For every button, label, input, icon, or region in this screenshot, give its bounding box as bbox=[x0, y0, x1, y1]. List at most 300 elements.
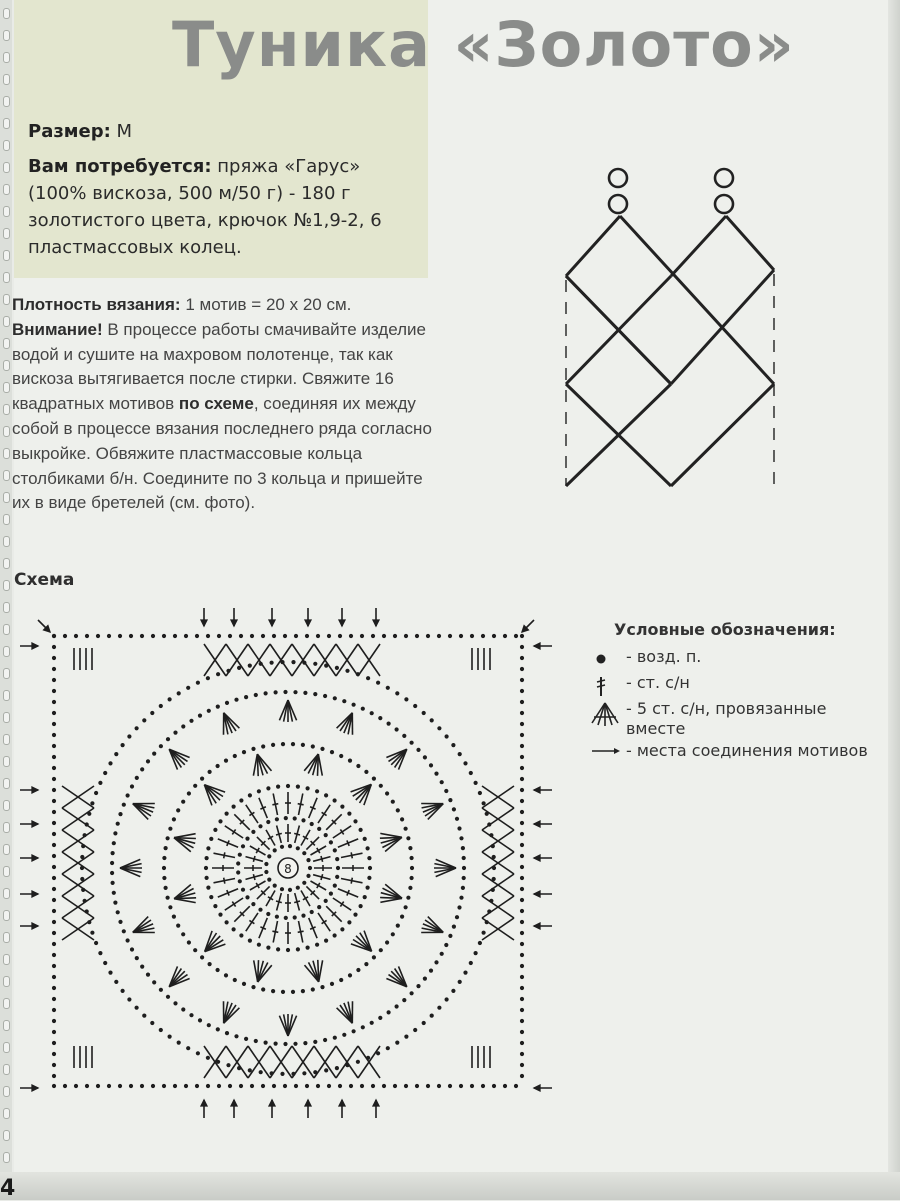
join-arrow-head bbox=[269, 1100, 275, 1106]
chain-dot bbox=[189, 719, 193, 723]
chain-dot bbox=[239, 634, 243, 638]
chain-dot bbox=[226, 1063, 230, 1067]
chain-dot bbox=[272, 634, 276, 638]
join-arrow-head bbox=[32, 821, 38, 827]
binding-hole bbox=[3, 778, 10, 789]
chain-dot bbox=[385, 791, 389, 795]
chain-dot bbox=[283, 634, 287, 638]
crochet-chart bbox=[16, 600, 556, 1120]
chain-dot bbox=[359, 904, 363, 908]
chain-dot bbox=[224, 759, 228, 763]
chain-dot bbox=[461, 846, 465, 850]
chain-dot bbox=[361, 707, 365, 711]
chain-dot bbox=[291, 990, 295, 994]
chain-dot bbox=[482, 931, 486, 935]
chain-dot bbox=[370, 1021, 374, 1025]
chain-dot bbox=[162, 866, 166, 870]
chain-dot bbox=[270, 661, 274, 665]
chain-dot bbox=[306, 874, 310, 878]
ring-icon bbox=[715, 169, 733, 187]
chain-dot bbox=[52, 777, 56, 781]
chain-dot bbox=[233, 754, 237, 758]
chain-dot bbox=[393, 634, 397, 638]
chain-dot bbox=[111, 851, 115, 855]
chain-dot bbox=[52, 788, 56, 792]
join-arrow-head bbox=[534, 891, 540, 897]
chain-dot bbox=[481, 1084, 485, 1088]
chain-dot bbox=[440, 952, 444, 956]
binding-hole bbox=[3, 1020, 10, 1031]
page-title: Туника «Золото» bbox=[172, 8, 795, 81]
chain-dot bbox=[313, 1040, 317, 1044]
chain-dot bbox=[264, 691, 268, 695]
chain-dot bbox=[257, 789, 261, 793]
chain-dot bbox=[455, 915, 459, 919]
chain-dot bbox=[135, 1006, 139, 1010]
chain-dot bbox=[259, 1070, 263, 1074]
chain-dot bbox=[469, 771, 473, 775]
chain-dot bbox=[186, 686, 190, 690]
page-number: 4 bbox=[0, 1176, 15, 1201]
binding-hole bbox=[3, 602, 10, 613]
chain-dot bbox=[503, 1084, 507, 1088]
chain-dot bbox=[284, 916, 288, 920]
chain-dot bbox=[379, 948, 383, 952]
chain-dot bbox=[108, 971, 112, 975]
legend-item-dc bbox=[590, 673, 890, 697]
chain-dot bbox=[114, 980, 118, 984]
chain-dot bbox=[376, 681, 380, 685]
chain-dot bbox=[474, 781, 478, 785]
chain-dot bbox=[90, 931, 94, 935]
chain-dot bbox=[116, 910, 120, 914]
chain-dot bbox=[162, 1084, 166, 1088]
chain-dot bbox=[216, 968, 220, 972]
chain-dot bbox=[264, 862, 268, 866]
dc-stitch-bar bbox=[227, 840, 229, 846]
dc-stitch-bar bbox=[310, 927, 316, 929]
chain-dot bbox=[52, 810, 56, 814]
chain-dot bbox=[410, 991, 414, 995]
chain-dot bbox=[410, 856, 414, 860]
chain-dot bbox=[396, 924, 400, 928]
chain-dot bbox=[52, 1074, 56, 1078]
binding-hole bbox=[3, 426, 10, 437]
chain-dot bbox=[140, 1084, 144, 1088]
join-arrow-head bbox=[32, 787, 38, 793]
chain-dot bbox=[437, 726, 441, 730]
dc-stitch-bar bbox=[276, 901, 282, 903]
chain-dot bbox=[52, 689, 56, 693]
binding-hole bbox=[3, 1108, 10, 1119]
chain-dot bbox=[462, 876, 466, 880]
chain-dot bbox=[327, 634, 331, 638]
chain-dot bbox=[492, 634, 496, 638]
chain-dot bbox=[458, 980, 462, 984]
chain-dot bbox=[457, 905, 461, 909]
chain-dot bbox=[430, 1014, 434, 1018]
chain-dot bbox=[367, 876, 371, 880]
chain-dot bbox=[52, 865, 56, 869]
density-text: 1 мотив = 20 х 20 см. bbox=[185, 295, 351, 314]
chain-dot bbox=[168, 697, 172, 701]
chain-dot bbox=[463, 761, 467, 765]
chain-dot bbox=[261, 744, 265, 748]
chain-dot bbox=[324, 939, 328, 943]
chain-dot bbox=[423, 755, 427, 759]
dc-stitch-icon bbox=[590, 675, 620, 697]
chain-dot bbox=[364, 962, 368, 966]
binding-hole bbox=[3, 844, 10, 855]
chain-dot bbox=[232, 805, 236, 809]
chain-dot bbox=[382, 634, 386, 638]
chain-dot bbox=[400, 915, 404, 919]
chain-dot bbox=[239, 1084, 243, 1088]
chain-dot bbox=[52, 832, 56, 836]
chain-dot bbox=[130, 947, 134, 951]
chain-dot bbox=[193, 948, 197, 952]
chain-dot bbox=[451, 743, 455, 747]
chain-dot bbox=[406, 896, 410, 900]
chain-dot bbox=[395, 691, 399, 695]
chain-dot bbox=[162, 634, 166, 638]
chain-dot bbox=[338, 1084, 342, 1088]
steps-text-end: , соединяя их между собой в процессе вязания последнего ряда согласно выкройке. Обвяжите пластмассовые кольца столбиками б/н. Соедините по 3 кольца и пришейте их в виде бретелей (см. фото). bbox=[12, 394, 432, 512]
chain-dot bbox=[520, 634, 524, 638]
legend-text: - 5 ст. с/н, провязанные вместе bbox=[626, 699, 826, 738]
binding-hole bbox=[3, 690, 10, 701]
chain-dot bbox=[206, 634, 210, 638]
chain-dot bbox=[308, 866, 312, 870]
chain-dot bbox=[408, 886, 412, 890]
chain-dot bbox=[462, 856, 466, 860]
chain-dot bbox=[368, 866, 372, 870]
chain-dot bbox=[113, 831, 117, 835]
chain-dot bbox=[251, 902, 255, 906]
chain-dot bbox=[52, 854, 56, 858]
chain-dot bbox=[186, 1046, 190, 1050]
chain-dot bbox=[52, 678, 56, 682]
chain-dot bbox=[166, 995, 170, 999]
join-arrow-head bbox=[534, 643, 540, 649]
chain-dot bbox=[459, 634, 463, 638]
legend bbox=[590, 620, 890, 767]
chain-dot bbox=[353, 819, 357, 823]
chain-dot bbox=[217, 1084, 221, 1088]
chain-dot bbox=[520, 1041, 524, 1045]
chain-dot bbox=[140, 634, 144, 638]
chain-dot bbox=[140, 965, 144, 969]
chain-dot bbox=[107, 1084, 111, 1088]
join-arrow-head bbox=[32, 855, 38, 861]
chain-dot bbox=[266, 912, 270, 916]
chain-dot bbox=[404, 1035, 408, 1039]
chain-dot bbox=[112, 841, 116, 845]
chain-dot bbox=[429, 969, 433, 973]
layout-diagram bbox=[550, 160, 790, 500]
chain-dot bbox=[274, 690, 278, 694]
chain-dot bbox=[313, 692, 317, 696]
chain-dot bbox=[410, 741, 414, 745]
chain-dot bbox=[52, 986, 56, 990]
chain-dot bbox=[301, 818, 305, 822]
chain-dot bbox=[209, 895, 213, 899]
dc-stitch-bar bbox=[347, 890, 349, 896]
attention-label: Внимание! bbox=[12, 320, 103, 339]
join-arrow-head bbox=[534, 855, 540, 861]
chain-dot bbox=[303, 1041, 307, 1045]
chain-dot bbox=[135, 956, 139, 960]
binding-hole bbox=[3, 184, 10, 195]
chain-dot bbox=[52, 909, 56, 913]
chain-dot bbox=[448, 934, 452, 938]
chain-dot bbox=[333, 1036, 337, 1040]
attention-text: В процессе работы смачивайте изделие водой и сушите на махровом полотенце, так как вискоза вытягивается после стирки. bbox=[12, 320, 426, 389]
chain-dot bbox=[258, 824, 262, 828]
chain-dot bbox=[162, 856, 166, 860]
dc-stitch-bar bbox=[260, 927, 266, 929]
binding-hole bbox=[3, 734, 10, 745]
chain-dot bbox=[118, 634, 122, 638]
chain-dot bbox=[335, 857, 339, 861]
dc-stitch-bar bbox=[321, 874, 323, 880]
chain-dot bbox=[52, 755, 56, 759]
chain-dot bbox=[135, 726, 139, 730]
chain-dot bbox=[152, 752, 156, 756]
chain-dot bbox=[339, 754, 343, 758]
chain-dot bbox=[302, 1071, 306, 1075]
chain-dot bbox=[228, 634, 232, 638]
chain-dot bbox=[258, 908, 262, 912]
chain-dot bbox=[302, 881, 306, 885]
chain-dot bbox=[205, 856, 209, 860]
chain-dot bbox=[209, 837, 213, 841]
chain-dot bbox=[520, 1019, 524, 1023]
chain-dot bbox=[130, 784, 134, 788]
size-label: Размер: bbox=[28, 121, 111, 142]
chain-dot bbox=[340, 805, 344, 809]
chain-dot bbox=[422, 1021, 426, 1025]
arrow-icon bbox=[590, 743, 624, 759]
chain-dot bbox=[387, 722, 391, 726]
chain-dot bbox=[225, 812, 229, 816]
binding-hole bbox=[3, 250, 10, 261]
chain-dot bbox=[520, 997, 524, 1001]
chain-dot bbox=[520, 920, 524, 924]
chain-dot bbox=[283, 1042, 287, 1046]
binding-hole bbox=[3, 228, 10, 239]
dc-stitch-bar bbox=[294, 901, 300, 903]
chain-dot bbox=[168, 827, 172, 831]
chain-dot bbox=[452, 807, 456, 811]
chain-dot bbox=[232, 927, 236, 931]
chain-dot bbox=[514, 634, 518, 638]
binding-hole bbox=[3, 96, 10, 107]
chain-dot bbox=[520, 788, 524, 792]
chain-dot bbox=[305, 1084, 309, 1088]
chain-dot bbox=[386, 1046, 390, 1050]
chain-dot bbox=[520, 975, 524, 979]
chain-dot bbox=[492, 1084, 496, 1088]
chain-dot bbox=[166, 737, 170, 741]
chain-dot bbox=[168, 1035, 172, 1039]
binding-hole bbox=[3, 74, 10, 85]
dc-stitch-bar bbox=[298, 804, 304, 805]
chain-dot bbox=[347, 812, 351, 816]
chain-dot bbox=[206, 846, 210, 850]
binding-hole bbox=[3, 492, 10, 503]
chain-dot bbox=[395, 1004, 399, 1008]
chain-dot bbox=[520, 865, 524, 869]
chain-dot bbox=[391, 932, 395, 936]
join-arrow-head bbox=[339, 1100, 345, 1106]
chain-dot bbox=[114, 752, 118, 756]
binding-hole bbox=[3, 866, 10, 877]
chain-dot bbox=[323, 694, 327, 698]
chain-dot bbox=[127, 997, 131, 1001]
chain-dot bbox=[251, 747, 255, 751]
chain-dot bbox=[129, 1084, 133, 1088]
chain-dot bbox=[274, 1042, 278, 1046]
chain-dot bbox=[283, 1084, 287, 1088]
chain-dot bbox=[245, 837, 249, 841]
binding-hole bbox=[3, 360, 10, 371]
binding-hole bbox=[3, 1064, 10, 1075]
chain-dot bbox=[276, 785, 280, 789]
chain-dot bbox=[520, 931, 524, 935]
chain-dot bbox=[216, 764, 220, 768]
chain-dot bbox=[52, 931, 56, 935]
chain-dot bbox=[395, 1041, 399, 1045]
ring-icon bbox=[609, 195, 627, 213]
chain-dot bbox=[324, 833, 328, 837]
chain-dot bbox=[242, 750, 246, 754]
chain-dot bbox=[445, 997, 449, 1001]
dc-stitch-bar bbox=[253, 856, 255, 862]
chain-dot bbox=[110, 871, 114, 875]
chain-dot bbox=[293, 915, 297, 919]
materials-label: Вам потребуется: bbox=[28, 156, 212, 177]
chain-dot bbox=[448, 1084, 452, 1088]
binding-hole bbox=[3, 1130, 10, 1141]
chain-dot bbox=[315, 789, 319, 793]
binding-hole bbox=[3, 8, 10, 19]
chain-dot bbox=[250, 1084, 254, 1088]
chain-dot bbox=[173, 1084, 177, 1088]
chain-dot bbox=[324, 899, 328, 903]
chain-dot bbox=[396, 808, 400, 812]
chain-dot bbox=[356, 764, 360, 768]
chain-dot bbox=[356, 968, 360, 972]
binding-hole bbox=[3, 118, 10, 129]
chain-dot bbox=[372, 777, 376, 781]
join-arrow-head bbox=[373, 620, 379, 626]
chain-dot bbox=[52, 667, 56, 671]
chain-dot bbox=[103, 771, 107, 775]
cluster-icon bbox=[590, 701, 624, 727]
chain-dot bbox=[294, 634, 298, 638]
chain-dot bbox=[434, 960, 438, 964]
chain-dot bbox=[173, 1001, 177, 1005]
chain-dot bbox=[121, 743, 125, 747]
chain-dot bbox=[367, 856, 371, 860]
join-arrow-head bbox=[32, 1085, 38, 1091]
chain-dot bbox=[313, 662, 317, 666]
density-label: Плотность вязания: bbox=[12, 295, 181, 314]
cluster-stitch bbox=[174, 899, 196, 903]
chain-dot bbox=[429, 763, 433, 767]
chain-dot bbox=[306, 786, 310, 790]
chain-dot bbox=[288, 844, 292, 848]
chain-dot bbox=[520, 667, 524, 671]
binding-hole bbox=[3, 514, 10, 525]
chain-dot bbox=[162, 876, 166, 880]
chain-dot bbox=[448, 634, 452, 638]
chain-dot bbox=[356, 1060, 360, 1064]
chain-dot bbox=[228, 1084, 232, 1088]
chain-dot bbox=[257, 943, 261, 947]
binding-hole bbox=[3, 448, 10, 459]
chain-dot bbox=[207, 1023, 211, 1027]
chain-dot bbox=[520, 1063, 524, 1067]
chain-dot bbox=[520, 964, 524, 968]
chain-dot bbox=[448, 798, 452, 802]
chain-dot bbox=[264, 870, 268, 874]
chain-dot bbox=[296, 886, 300, 890]
chain-dot bbox=[218, 819, 222, 823]
chain-dot bbox=[520, 766, 524, 770]
chain-dot bbox=[146, 759, 150, 763]
chain-dot bbox=[52, 920, 56, 924]
binding-hole bbox=[3, 800, 10, 811]
chain-dot bbox=[238, 879, 242, 883]
chain-dot bbox=[455, 817, 459, 821]
chain-dot bbox=[204, 866, 208, 870]
chain-dot bbox=[363, 895, 367, 899]
chain-dot bbox=[52, 975, 56, 979]
chain-dot bbox=[404, 634, 408, 638]
chain-dot bbox=[470, 1084, 474, 1088]
chain-dot bbox=[395, 727, 399, 731]
chain-dot bbox=[272, 1084, 276, 1088]
chain-dot bbox=[242, 982, 246, 986]
chain-dot bbox=[254, 693, 258, 697]
chain-dot bbox=[98, 951, 102, 955]
chain-dot bbox=[85, 634, 89, 638]
materials-text: пряжа «Гарус» (100% вискоза, 500 м/50 г) - 180 г золотистого цвета, крючок №1,9-2, 6 пластмассовых колец. bbox=[28, 156, 382, 258]
chain-dot bbox=[164, 846, 168, 850]
join-arrow-head bbox=[339, 620, 345, 626]
chain-dot bbox=[404, 1084, 408, 1088]
binding-hole bbox=[3, 888, 10, 899]
chain-dot bbox=[238, 853, 242, 857]
chain-dot bbox=[251, 985, 255, 989]
chain-dot bbox=[206, 1084, 210, 1088]
chain-dot bbox=[294, 1084, 298, 1088]
chain-dot bbox=[281, 742, 285, 746]
cluster-stitch bbox=[253, 754, 257, 776]
cluster-stitch bbox=[380, 833, 402, 837]
chain-dot bbox=[520, 821, 524, 825]
chain-dot bbox=[118, 1084, 122, 1088]
steps-bold: по схеме bbox=[179, 394, 254, 413]
join-arrow-head bbox=[534, 787, 540, 793]
chain-dot bbox=[108, 761, 112, 765]
chain-dot bbox=[196, 1051, 200, 1055]
chain-dot bbox=[110, 861, 114, 865]
chain-dot bbox=[520, 909, 524, 913]
dc-stitch-bar bbox=[298, 931, 304, 932]
